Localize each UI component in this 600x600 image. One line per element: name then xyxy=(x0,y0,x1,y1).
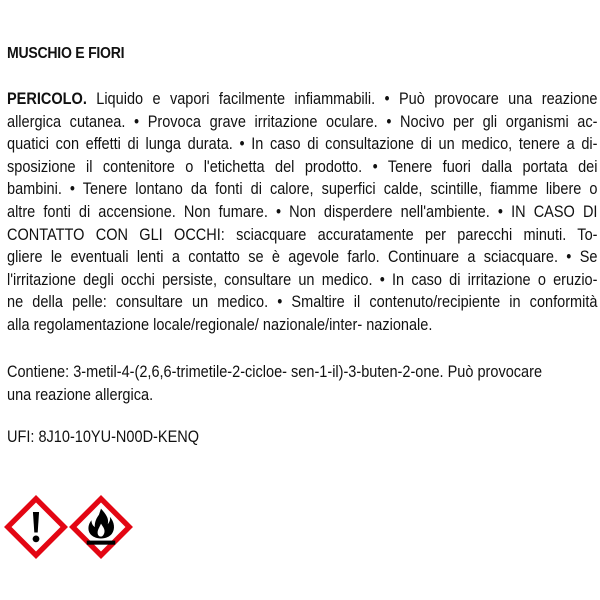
hazard-line: quatici con effetti di lunga durata. • In caso di consultazione di un medico, tenere a di- xyxy=(7,135,598,154)
ufi-code xyxy=(7,426,597,449)
hazard-line: allergica cutanea. • Provoca grave irritazione oculare. • Nocivo per gli organismi ac- xyxy=(7,112,598,131)
hazard-line xyxy=(7,88,597,111)
hazard-line: gliere le eventuali lenti a contatto se è agevole farlo. Continuare a sciacquare. • Se xyxy=(7,248,598,267)
hazard-line: alla regolamentazione locale/regionale/ nazionale/inter- nazionale. xyxy=(7,315,433,334)
product-title: MUSCHIO E FIORI xyxy=(7,45,125,62)
contains-statement xyxy=(7,361,597,406)
hazard-line: ne della pelle: consultare un medico. • Smaltire il contenuto/recipiente in conformità xyxy=(7,293,598,312)
hazard-line-text: Liquido e vapori facilmente infiammabili. • Può provocare una reazione xyxy=(86,90,598,108)
hazard-line: bambini. • Tenere lontano da fonti di calore, superfici calde, scintille, fiamme libere o xyxy=(7,180,598,199)
hazard-line: sposizione il contenitore o l'etichetta del prodotto. • Tenere fuori dalla portata dei xyxy=(7,157,598,176)
hazard-line: altre fonti di accensione. Non fumare. • Non disperdere nell'ambiente. • IN CASO DI xyxy=(7,202,598,221)
hazard-statement xyxy=(7,88,597,337)
signal-word: PERICOLO. xyxy=(7,90,87,108)
ghs07-exclamation-mark-icon xyxy=(2,493,70,561)
hazard-line: CONTATTO CON GLI OCCHI: sciacquare accuratamente per parecchi minuti. To- xyxy=(7,225,598,244)
ufi-text: UFI: 8J10-10YU-N00D-KENQ xyxy=(7,428,200,446)
contains-line: una reazione allergica. xyxy=(7,385,154,404)
ghs02-flame-icon xyxy=(67,493,135,561)
contains-line: Contiene: 3-metil-4-(2,6,6-trimetile-2-cicloe- sen-1-il)-3-buten-2-one. Può provocare xyxy=(7,363,543,381)
hazard-line: l'irritazione degli occhi persiste, consultare un medico. • In caso di irritazione o eruzio- xyxy=(7,270,598,289)
hazard-pictograms xyxy=(2,493,134,563)
